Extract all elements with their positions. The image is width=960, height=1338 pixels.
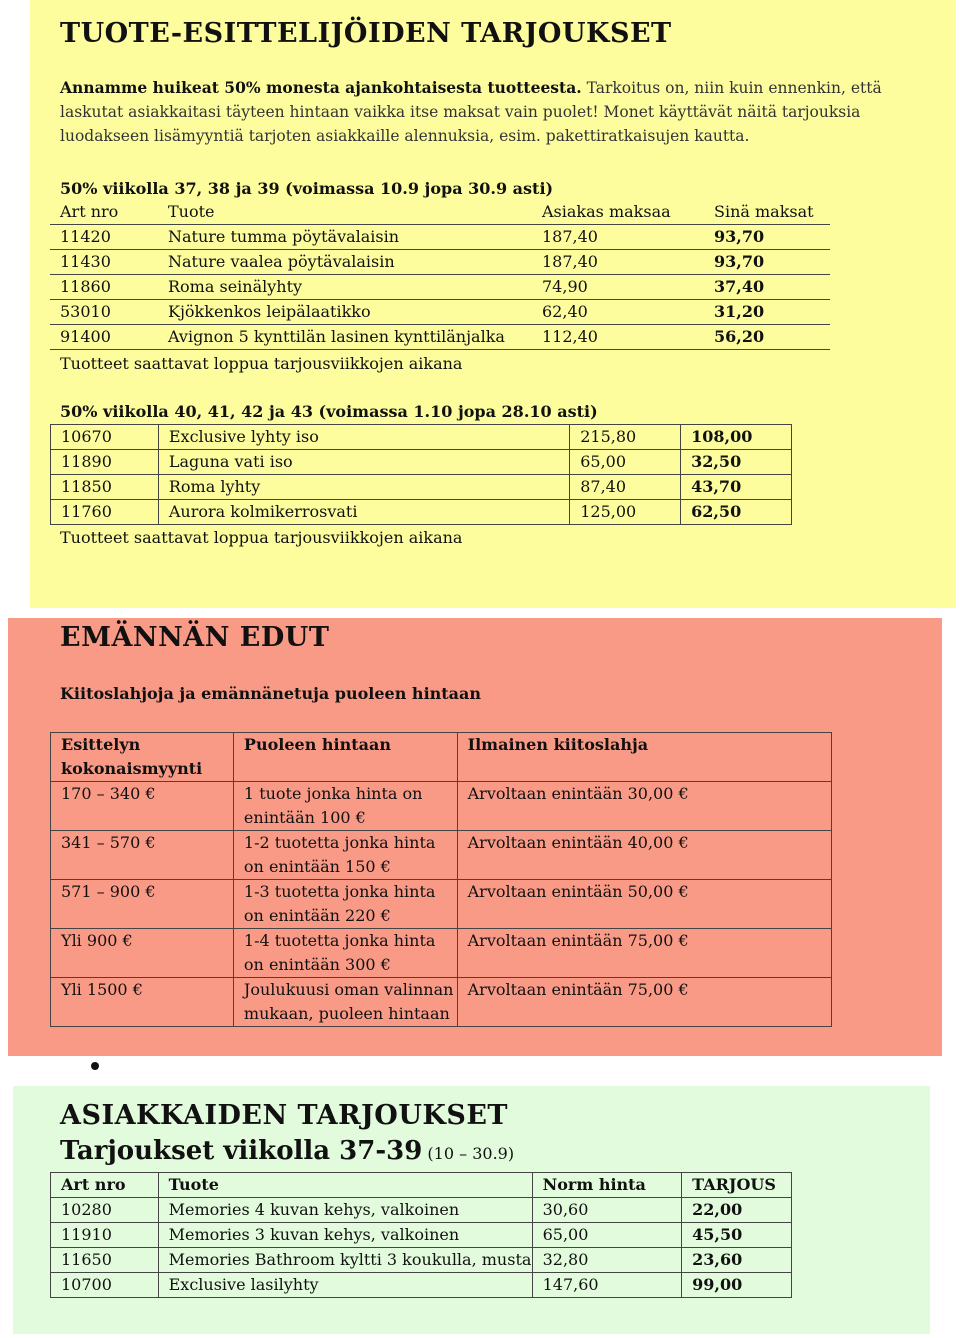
offer1-note: Tuotteet saattavat loppua tarjousviikkojen aikana (60, 354, 463, 373)
product: Roma seinälyhty (158, 275, 532, 300)
table-row (51, 425, 792, 450)
product: Exclusive lyhty iso (158, 425, 569, 450)
customer-price: 187,40 (532, 225, 704, 250)
table-row (50, 325, 830, 350)
offer-price: 99,00 (682, 1273, 792, 1298)
normal-price: 147,60 (532, 1273, 682, 1298)
art-nro: 53010 (50, 300, 158, 325)
product: Nature vaalea pöytävalaisin (158, 250, 532, 275)
hostess-benefits-subtitle: Kiitoslahjoja ja emännänetuja puoleen hintaan (60, 684, 482, 703)
half-price: 1-4 tuotetta jonka hinta on enintään 300 € (233, 929, 457, 978)
header-cell: Asiakas maksaa (532, 200, 704, 225)
table-row (51, 1248, 792, 1273)
art-nro: 11650 (51, 1248, 159, 1273)
table-row (51, 1223, 792, 1248)
customer-price: 62,40 (532, 300, 704, 325)
header-cell: Norm hinta (532, 1173, 682, 1198)
customer-price: 74,90 (532, 275, 704, 300)
table-row (51, 929, 832, 978)
art-nro: 91400 (50, 325, 158, 350)
product: Laguna vati iso (158, 450, 569, 475)
free-gift: Arvoltaan enintään 40,00 € (457, 831, 831, 880)
table-row (50, 275, 830, 300)
table-row (51, 880, 832, 929)
free-gift: Arvoltaan enintään 75,00 € (457, 929, 831, 978)
product: Kjökkenkos leipälaatikko (158, 300, 532, 325)
customer-price: 215,80 (570, 425, 681, 450)
product: Memories Bathroom kyltti 3 koukulla, musta (158, 1248, 532, 1273)
customer-price: 65,00 (570, 450, 681, 475)
table-row (50, 300, 830, 325)
normal-price: 30,60 (532, 1198, 682, 1223)
header-cell: Puoleen hintaan (233, 733, 457, 782)
hostess-benefits-table (50, 732, 832, 1027)
intro-bold: Annamme huikeat 50% monesta ajankohtaisesta tuotteesta. (60, 78, 582, 97)
half-price: 1-2 tuotetta jonka hinta on enintään 150 € (233, 831, 457, 880)
free-gift: Arvoltaan enintään 30,00 € (457, 782, 831, 831)
art-nro: 11420 (50, 225, 158, 250)
your-price: 93,70 (704, 225, 830, 250)
table-row (51, 500, 792, 525)
free-gift: Arvoltaan enintään 50,00 € (457, 880, 831, 929)
customer-price: 87,40 (570, 475, 681, 500)
intro-paragraph (60, 76, 920, 148)
table-row (51, 978, 832, 1027)
table-row (51, 1198, 792, 1223)
offer-price: 23,60 (682, 1248, 792, 1273)
customer-offers-subtitle (60, 1136, 514, 1166)
table-row (50, 250, 830, 275)
normal-price: 32,80 (532, 1248, 682, 1273)
product: Nature tumma pöytävalaisin (158, 225, 532, 250)
table-row (51, 782, 832, 831)
customer-offers-table (50, 1172, 792, 1298)
total-sales: Yli 900 € (51, 929, 234, 978)
your-price: 93,70 (704, 250, 830, 275)
art-nro: 11760 (51, 500, 159, 525)
product: Memories 3 kuvan kehys, valkoinen (158, 1223, 532, 1248)
customer-offers-title: ASIAKKAIDEN TARJOUKSET (60, 1100, 508, 1131)
customer-price: 125,00 (570, 500, 681, 525)
product: Exclusive lasilyhty (158, 1273, 532, 1298)
table-row (50, 225, 830, 250)
product: Memories 4 kuvan kehys, valkoinen (158, 1198, 532, 1223)
art-nro: 11430 (50, 250, 158, 275)
table-row (51, 475, 792, 500)
total-sales: 571 – 900 € (51, 880, 234, 929)
intro-rest: Tarkoitus on, niin kuin ennenkin, että laskutat asiakkaitasi täyteen hintaan vaikka itse maksat vain puolet! Monet käyttävät näitä tarjouksia luodakseen lisämyyntiä tarjoten asiakkaille alennuksia, esim. pakettiratkaisujen kautta. (60, 79, 882, 145)
offer2-note: Tuotteet saattavat loppua tarjousviikkojen aikana (60, 528, 463, 547)
half-price: 1-3 tuotetta jonka hinta on enintään 220 € (233, 880, 457, 929)
product: Aurora kolmikerrosvati (158, 500, 569, 525)
total-sales: 341 – 570 € (51, 831, 234, 880)
table-header-row (51, 1173, 792, 1198)
offer2-table (50, 424, 792, 525)
bullet-dot (91, 1062, 99, 1070)
customer-price: 187,40 (532, 250, 704, 275)
offer-price: 22,00 (682, 1198, 792, 1223)
product: Roma lyhty (158, 475, 569, 500)
header-cell: Art nro (50, 200, 158, 225)
your-price: 43,70 (681, 475, 792, 500)
subtitle-main: Tarjoukset viikolla 37-39 (60, 1136, 423, 1166)
art-nro: 11890 (51, 450, 159, 475)
free-gift: Arvoltaan enintään 75,00 € (457, 978, 831, 1027)
table-row (51, 450, 792, 475)
offer1-table (50, 200, 830, 350)
offer2-heading: 50% viikolla 40, 41, 42 ja 43 (voimassa 1.10 jopa 28.10 asti) (60, 402, 598, 421)
art-nro: 11860 (50, 275, 158, 300)
half-price: 1 tuote jonka hinta on enintään 100 € (233, 782, 457, 831)
art-nro: 10670 (51, 425, 159, 450)
table-header-row (50, 200, 830, 225)
your-price: 108,00 (681, 425, 792, 450)
header-cell: Tuote (158, 200, 532, 225)
art-nro: 11850 (51, 475, 159, 500)
table-row (51, 831, 832, 880)
header-cell: Esittelyn kokonaismyynti (51, 733, 234, 782)
customer-price: 112,40 (532, 325, 704, 350)
header-cell: Ilmainen kiitoslahja (457, 733, 831, 782)
offer1-heading: 50% viikolla 37, 38 ja 39 (voimassa 10.9 jopa 30.9 asti) (60, 179, 554, 198)
header-cell: Sinä maksat (704, 200, 830, 225)
header-cell: Art nro (51, 1173, 159, 1198)
offer-price: 45,50 (682, 1223, 792, 1248)
your-price: 31,20 (704, 300, 830, 325)
art-nro: 11910 (51, 1223, 159, 1248)
your-price: 37,40 (704, 275, 830, 300)
normal-price: 65,00 (532, 1223, 682, 1248)
subtitle-dates: (10 – 30.9) (422, 1144, 515, 1163)
header-cell: TARJOUS (682, 1173, 792, 1198)
your-price: 62,50 (681, 500, 792, 525)
header-cell: Tuote (158, 1173, 532, 1198)
hostess-benefits-title: EMÄNNÄN EDUT (60, 622, 330, 653)
half-price: Joulukuusi oman valinnan mukaan, puoleen hintaan (233, 978, 457, 1027)
consultant-offers-title: TUOTE-ESITTELIJÖIDEN TARJOUKSET (60, 18, 672, 49)
product: Avignon 5 kynttilän lasinen kynttilänjalka (158, 325, 532, 350)
table-header-row (51, 733, 832, 782)
total-sales: Yli 1500 € (51, 978, 234, 1027)
your-price: 56,20 (704, 325, 830, 350)
table-row (51, 1273, 792, 1298)
total-sales: 170 – 340 € (51, 782, 234, 831)
art-nro: 10280 (51, 1198, 159, 1223)
your-price: 32,50 (681, 450, 792, 475)
art-nro: 10700 (51, 1273, 159, 1298)
